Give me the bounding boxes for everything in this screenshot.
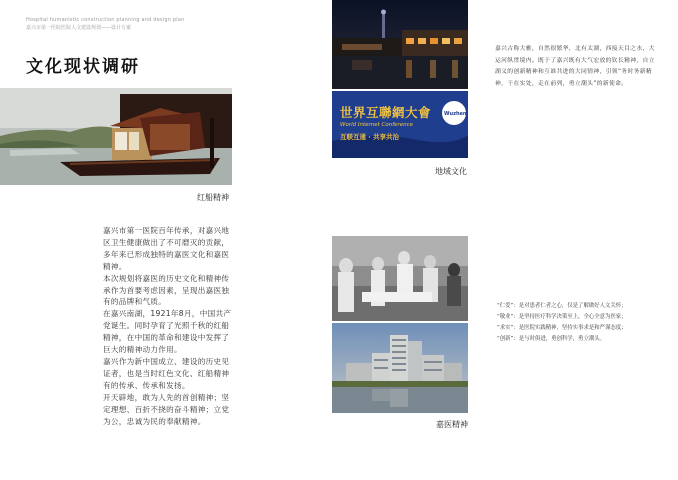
header-english-subtitle: Hospital humanistic construction planning and design plan — [26, 17, 185, 23]
paragraph: 在嘉兴南湖，1921年8月，中国共产党诞生。同时孕育了光照千秋的红船精神，在中国的革命和建设中发挥了巨大的精神动力作用。 — [103, 309, 232, 355]
historical-hospital-photo — [332, 236, 468, 321]
medical-spirit-caption: 嘉医精神 — [436, 420, 468, 429]
paragraph: 嘉兴市第一医院百年传承，对嘉兴地区卫生健康做出了不可磨灭的贡献，多年来已形成独特的嘉医文化和嘉医精神。 — [103, 226, 230, 271]
red-boat-description — [103, 225, 233, 427]
page-title: 文化现状调研 — [26, 57, 140, 77]
city-culture-description: 嘉兴古称大雅，自然很繁华，北有太湖，西接天目之水，大运河纵贯境内。既于了嘉兴既有大气宏放的钦长精神，自立湖义的创新精神和互谁共进的大同情神，引领“务时务新精神，干在实处，走在前列，勇立潮头”的新使命。 — [495, 46, 655, 87]
paragraph: 本次规划将嘉医的历史文化和精神传承作为首要考虑因素，呈现出嘉医独有的品牌和气质。 — [103, 273, 230, 307]
conference-badge: Wuzhen — [444, 111, 467, 117]
quote-item: “求实”：是医院实践精神，坚持实事求是和严谨态度； — [497, 325, 627, 331]
modern-hospital-photo — [332, 323, 468, 413]
quote-item: “仁爱”：是对患者仁者之心，仅是了解做好人文关怀； — [497, 303, 627, 309]
conference-title: 世界互聯網大會 — [340, 105, 432, 120]
header-chinese-subtitle: 嘉兴市第一医院医院人文建设规划——设计方案 — [26, 25, 132, 31]
red-boat-photo — [0, 88, 232, 185]
paragraph: 嘉兴作为新中国成立、建设的历史见证者，也是当时红色文化、红船精神有的传承、传承和发扬。 — [103, 356, 230, 390]
conference-slogan: 互联互通 · 共享共治 — [340, 133, 399, 141]
world-internet-conference-photo — [332, 91, 468, 158]
paragraph: 开天辟地，敢为人先的首创精神；坚定理想、百折不挠的奋斗精神；立党为公，忠诚为民的奉献精神。 — [103, 392, 230, 426]
night-city-photo — [332, 0, 468, 89]
medical-spirit-quotes — [497, 301, 627, 345]
red-boat-caption: 红船精神 — [197, 193, 229, 202]
conference-english-name: World Internet Conference — [340, 122, 414, 128]
quote-item: “创新”：是与时俱进，勇创科学，勇立潮头。 — [497, 336, 606, 342]
quote-item: “敬业”：是坚持医疗科学决策至上，全心全意为医家； — [497, 314, 627, 320]
city-culture-caption: 地域文化 — [435, 167, 467, 176]
